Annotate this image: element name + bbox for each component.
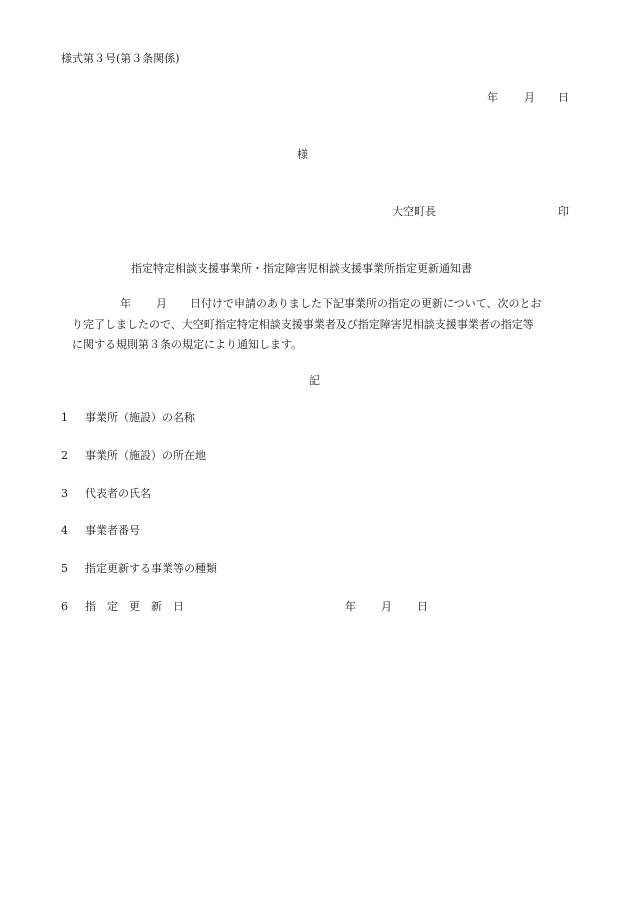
item-number: 5: [61, 562, 68, 575]
item-label: 指定更新する事業等の種類: [85, 562, 217, 575]
item-label: 事業所（施設）の所在地: [85, 449, 206, 462]
date-day-label: 日: [558, 91, 569, 104]
item-number: 6: [61, 600, 68, 613]
item-number: 4: [61, 524, 68, 537]
body-month-label: 月: [156, 297, 167, 310]
date-month-label: 月: [524, 91, 535, 104]
item-label: 代表者の氏名: [85, 487, 151, 500]
body-year-label: 年: [120, 297, 131, 310]
seal-mark: 印: [558, 205, 569, 218]
item-number: 3: [61, 487, 68, 500]
ki-heading: 記: [309, 374, 320, 387]
issuer-title: 大空町長: [392, 205, 436, 218]
date-year-label: 年: [487, 91, 498, 104]
renewal-day-label: 日: [417, 600, 428, 613]
addressee-suffix: 様: [297, 148, 308, 161]
item-label: 事業者番号: [85, 524, 140, 537]
document-title: 指定特定相談支援事業所・指定障害児相談支援事業所指定更新通知書: [131, 262, 472, 275]
item-label: 指 定 更 新 日: [85, 600, 184, 613]
renewal-month-label: 月: [381, 600, 392, 613]
item-number: 1: [61, 411, 68, 424]
body-line-1-text: 日付けで申請のありました下記事業所の指定の更新について、次のとお: [190, 297, 542, 310]
body-line-3: に関する規則第３条の規定により通知します。: [72, 338, 303, 351]
renewal-year-label: 年: [345, 600, 356, 613]
item-label: 事業所（施設）の名称: [85, 411, 195, 424]
item-number: 2: [61, 449, 68, 462]
form-number-label: 様式第３号(第３条関係): [61, 52, 180, 65]
body-line-2: り完了しましたので、大空町指定特定相談支援事業者及び指定障害児相談支援事業者の指定等: [72, 318, 534, 331]
